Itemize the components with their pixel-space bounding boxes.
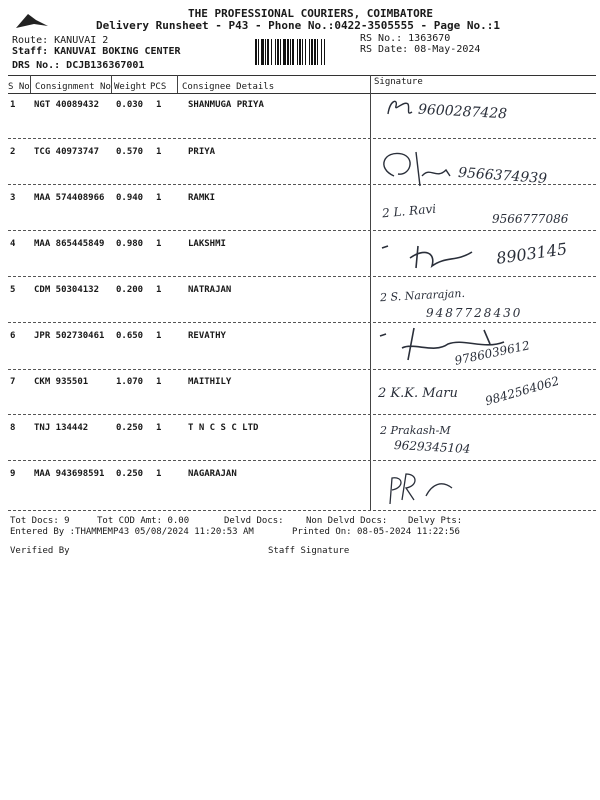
row-consignee: T N C S C LTD: [188, 423, 259, 433]
row-consignee: NAGARAJAN: [188, 469, 237, 479]
signature-scribble: [376, 146, 456, 190]
row-consignment-no: MAA 865445849: [34, 239, 105, 249]
barcode-bar: [267, 39, 269, 65]
row-sno: 6: [10, 331, 16, 341]
barcode-bar: [299, 39, 301, 65]
row-weight: 0.250: [116, 469, 144, 479]
table-row: [0, 147, 600, 157]
row-consignee: NATRAJAN: [188, 285, 232, 295]
barcode-bar: [302, 39, 303, 65]
row-consignee: RAMKI: [188, 193, 216, 203]
col-divider: [111, 75, 112, 93]
table-row: [0, 423, 600, 433]
row-sno: 8: [10, 423, 16, 433]
col-signature: Signature: [374, 77, 423, 87]
barcode-bar: [305, 39, 306, 65]
signature-phone-8: 9629345104: [393, 438, 471, 456]
col-divider: [30, 75, 31, 93]
rs-date: RS Date: 08-May-2024: [360, 44, 481, 55]
row-sno: 4: [10, 239, 16, 249]
signature-name-5: 2 S. Nararajan.: [379, 286, 466, 305]
signature-name-7: 2 K.K. Maru: [378, 386, 458, 401]
row-sno: 7: [10, 377, 16, 387]
row-separator: [8, 322, 596, 323]
row-separator: [8, 369, 596, 370]
barcode-bar: [265, 39, 266, 65]
signature-phone-7: 9842564062: [483, 373, 561, 409]
barcode-bar: [292, 39, 294, 65]
barcode-bar: [255, 39, 257, 65]
courier-logo-mark: [14, 10, 50, 30]
row-consignee: PRIYA: [188, 147, 216, 157]
row-consignment-no: CDM 50304132: [34, 285, 100, 295]
table-row: [0, 193, 600, 203]
table-top-rule: [8, 75, 596, 76]
row-consignment-no: TNJ 134442: [34, 423, 89, 433]
row-consignee: SHANMUGA PRIYA: [188, 100, 264, 110]
row-consignment-no: NGT 40089432: [34, 100, 100, 110]
col-sno: S No: [8, 82, 30, 92]
col-pcs: PCS: [150, 82, 167, 92]
table-row: [0, 469, 600, 479]
row-pcs: 1: [156, 100, 162, 110]
row-sno: 1: [10, 100, 16, 110]
runsheet-title: Delivery Runsheet - P43 - Phone No.:0422-3505555 - Page No.:1: [96, 19, 500, 32]
row-weight: 0.030: [116, 100, 144, 110]
total-cod-amount: Tot COD Amt: 0.00: [97, 516, 190, 526]
row-consignee: LAKSHMI: [188, 239, 226, 249]
row-weight: 0.570: [116, 147, 144, 157]
barcode-bar: [283, 39, 286, 65]
signature-scribble: [382, 470, 462, 508]
signature-phone-1: 9600287428: [417, 101, 508, 123]
signature-phone-6: 9786039612: [453, 338, 531, 368]
col-weight: Weight: [114, 82, 147, 92]
row-consignment-no: CKM 935501: [34, 377, 89, 387]
delivery-points: Delvy Pts:: [408, 516, 463, 526]
barcode-bar: [280, 39, 281, 65]
row-pcs: 1: [156, 239, 162, 249]
signature-phone-2: 9566374939: [457, 164, 548, 188]
row-weight: 0.200: [116, 285, 144, 295]
row-separator: [8, 460, 596, 461]
table-bottom-rule: [8, 510, 596, 511]
row-pcs: 1: [156, 469, 162, 479]
row-pcs: 1: [156, 423, 162, 433]
row-pcs: 1: [156, 377, 162, 387]
barcode-bar: [311, 39, 313, 65]
route-label: Route: KANUVAI 2: [12, 35, 109, 46]
col-consignee: Consignee Details: [182, 82, 275, 92]
row-pcs: 1: [156, 193, 162, 203]
barcode-bar: [277, 39, 279, 65]
row-sno: 9: [10, 469, 16, 479]
non-delivered-docs: Non Delvd Docs:: [306, 516, 388, 526]
table-row: [0, 100, 600, 110]
printed-on: Printed On: 08-05-2024 11:22:56: [292, 527, 460, 537]
delivered-docs: Delvd Docs:: [224, 516, 284, 526]
barcode-bar: [314, 39, 316, 65]
barcode-bar: [275, 39, 276, 65]
row-separator: [8, 230, 596, 231]
row-consignment-no: MAA 574408966: [34, 193, 105, 203]
staff-signature: Staff Signature: [268, 546, 350, 556]
row-sno: 2: [10, 147, 16, 157]
drs-number: DRS No.: DCJB136367001: [12, 60, 145, 71]
total-docs: Tot Docs: 9: [10, 516, 70, 526]
signature-name-3: 2 L. Ravi: [381, 201, 437, 221]
col-consignment: Consignment No: [35, 82, 111, 92]
col-divider: [177, 75, 178, 93]
rs-number: RS No.: 1363670: [360, 33, 451, 44]
row-consignee: REVATHY: [188, 331, 226, 341]
barcode-bar: [317, 39, 318, 65]
row-consignment-no: JPR 502730461: [34, 331, 105, 341]
row-weight: 0.940: [116, 193, 144, 203]
barcode-bar: [309, 39, 310, 65]
signature-scribble: [376, 238, 496, 274]
barcode-bar: [290, 39, 291, 65]
signature-phone-5: 9487728430: [426, 306, 523, 320]
barcode-bar: [324, 39, 325, 65]
row-pcs: 1: [156, 147, 162, 157]
row-sno: 5: [10, 285, 16, 295]
table-row: [0, 377, 600, 387]
row-pcs: 1: [156, 331, 162, 341]
row-consignment-no: TCG 40973747: [34, 147, 100, 157]
barcode-bar: [261, 39, 264, 65]
row-consignment-no: MAA 943698591: [34, 469, 105, 479]
row-weight: 0.250: [116, 423, 144, 433]
barcode-bar: [258, 39, 259, 65]
row-pcs: 1: [156, 285, 162, 295]
table-header-rule: [8, 93, 596, 94]
barcode-bar: [287, 39, 289, 65]
signature-phone-3: 9566777086: [492, 212, 569, 226]
row-separator: [8, 414, 596, 415]
entered-by: Entered By :THAMMEMP43 05/08/2024 11:20:53 AM: [10, 527, 254, 537]
barcode-image: [255, 39, 355, 65]
row-weight: 0.980: [116, 239, 144, 249]
signature-name-8: 2 Prakash-M: [380, 424, 451, 437]
row-separator: [8, 138, 596, 139]
table-row: [0, 285, 600, 295]
row-sno: 3: [10, 193, 16, 203]
barcode-bar: [297, 39, 298, 65]
barcode-bar: [321, 39, 322, 65]
row-consignee: MAITHILY: [188, 377, 232, 387]
barcode-bar: [271, 39, 272, 65]
row-weight: 1.070: [116, 377, 144, 387]
signature-phone-4: 8903145: [495, 239, 569, 268]
staff-label: Staff: KANUVAI BOKING CENTER: [12, 46, 181, 57]
row-separator: [8, 276, 596, 277]
company-title: THE PROFESSIONAL COURIERS, COIMBATORE: [188, 7, 434, 20]
signature-scribble: [384, 94, 416, 120]
row-weight: 0.650: [116, 331, 144, 341]
verified-by: Verified By: [10, 546, 70, 556]
